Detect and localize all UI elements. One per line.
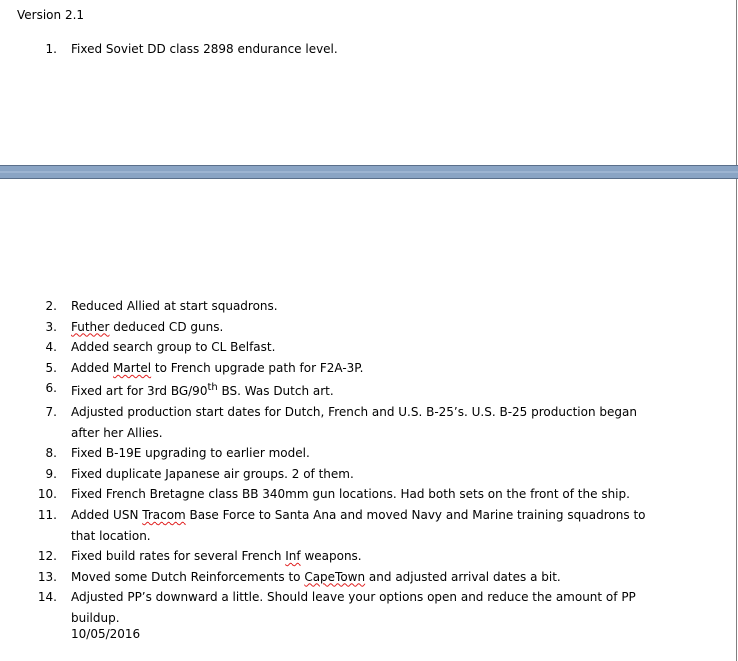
list-item-text: Adjusted PP’s downward a little. Should leave your options open and reduce the amount of PP buildup.: [71, 590, 636, 625]
list-item: [0, 443, 651, 464]
changelog-list: [0, 296, 651, 629]
misspelled-word[interactable]: CapeTown: [304, 569, 366, 584]
misspelled-word[interactable]: Tracom: [142, 507, 186, 522]
list-item-number: 10.: [37, 487, 57, 502]
list-item-number: 5.: [45, 360, 57, 375]
list-item-text: Futher deduced CD guns.: [71, 319, 224, 334]
list-item-text: Fixed build rates for several French Inf weapons.: [71, 549, 362, 564]
list-item-text: Added Martel to French upgrade path for F2A-3P.: [71, 360, 364, 375]
misspelled-word[interactable]: Martel: [113, 360, 152, 375]
list-item-number: 6.: [45, 381, 57, 396]
list-item: [0, 358, 651, 379]
list-item-number: 11.: [37, 507, 57, 522]
list-item: [0, 39, 671, 60]
list-item-text: Fixed French Bretagne class BB 340mm gun locations. Had both sets on the front of the ship.: [71, 487, 630, 502]
list-item: [0, 464, 651, 485]
list-item-number: 13.: [37, 569, 57, 584]
list-item-number: 7.: [45, 404, 57, 419]
ordinal-superscript: th: [207, 382, 218, 394]
list-item-number: 1.: [45, 42, 57, 56]
list-item-text: Fixed art for 3rd BG/90th BS. Was Dutch art.: [71, 382, 334, 399]
list-item-number: 3.: [45, 319, 57, 334]
list-item: [0, 546, 651, 567]
list-item-text: Fixed duplicate Japanese air groups. 2 of them.: [71, 466, 354, 481]
changelog-list-top: [0, 39, 671, 60]
list-item: [0, 317, 651, 338]
list-item: [0, 402, 651, 443]
list-item-text: Added search group to CL Belfast.: [71, 340, 276, 355]
page-gap-divider: [0, 165, 738, 179]
list-item: [0, 484, 651, 505]
list-item-text: Fixed B-19E upgrading to earlier model.: [71, 446, 310, 461]
list-item-number: 12.: [37, 549, 57, 564]
list-item-text: Fixed Soviet DD class 2898 endurance level.: [71, 42, 338, 56]
misspelled-word[interactable]: Inf: [285, 549, 301, 564]
list-item-number: 2.: [45, 299, 57, 313]
misspelled-word[interactable]: Futher: [71, 319, 110, 334]
list-item-text: Reduced Allied at start squadrons.: [71, 299, 278, 313]
list-item-text: Moved some Dutch Reinforcements to CapeTown and adjusted arrival dates a bit.: [71, 569, 561, 584]
list-item: [0, 296, 651, 317]
list-item-text: Added USN Tracom Base Force to Santa Ana and moved Navy and Marine training squadrons to that location.: [71, 507, 646, 543]
list-item: [0, 567, 651, 588]
list-item: [0, 337, 651, 358]
list-item: [0, 505, 651, 546]
document-page-top: [0, 0, 737, 165]
list-item: [0, 378, 651, 402]
list-item-number: 8.: [45, 446, 57, 461]
list-item-text: Adjusted production start dates for Dutch, French and U.S. B-25’s. U.S. B-25 production began after her Allies.: [71, 404, 637, 440]
list-item-number: 9.: [45, 466, 57, 481]
document-date: 10/05/2016: [71, 627, 141, 641]
version-heading: Version 2.1: [17, 8, 85, 22]
list-item-number: 4.: [45, 340, 57, 355]
list-item-number: 14.: [37, 590, 57, 605]
list-item: [0, 587, 651, 628]
